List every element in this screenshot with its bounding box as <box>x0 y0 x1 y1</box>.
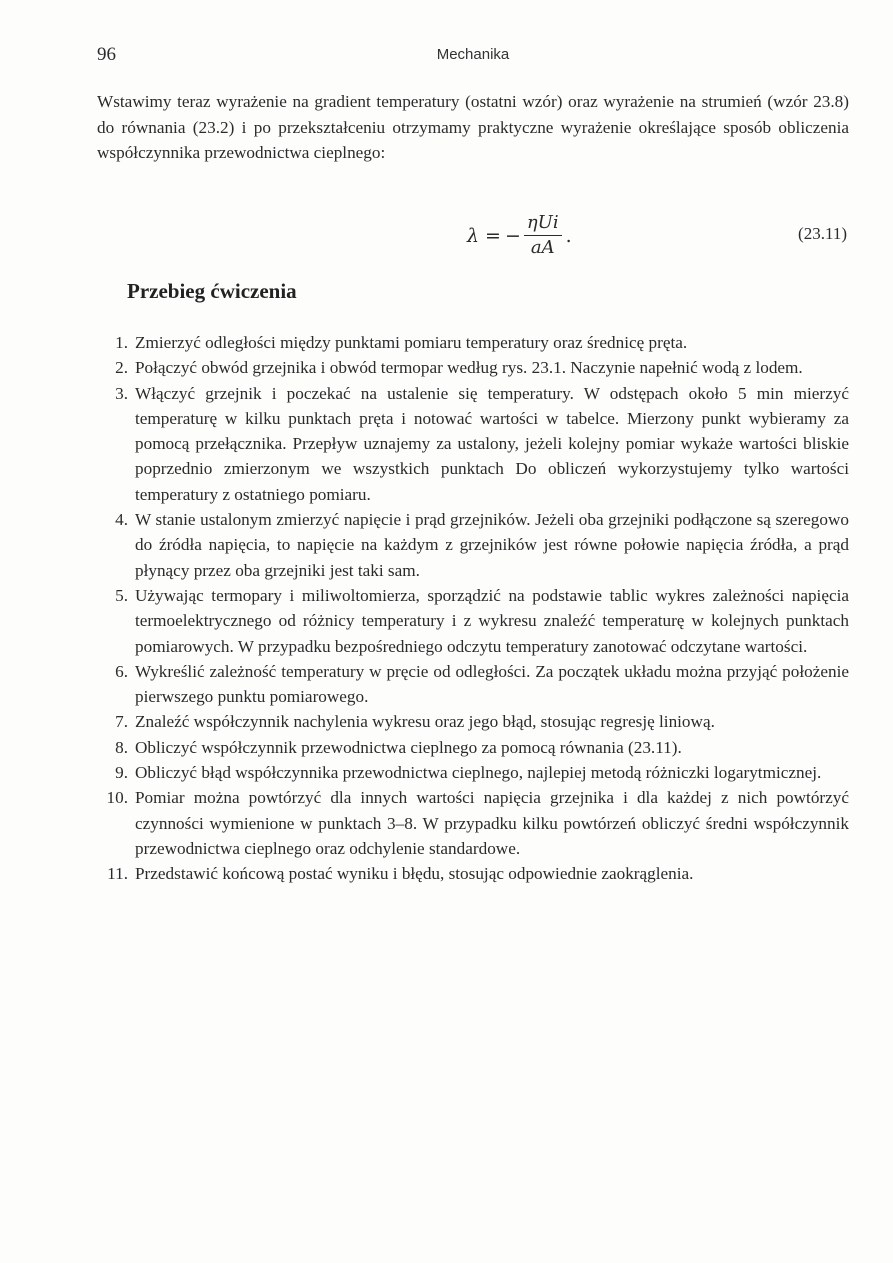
step-text: Wykreślić zależność temperatury w pręcie od odległości. Za początek układu można przyjąć położenie pierwszego punktu pomiarowego. <box>135 661 849 707</box>
equation-number: (23.11) <box>798 224 847 243</box>
list-item <box>97 735 849 760</box>
step-text: W stanie ustalonym zmierzyć napięcie i prąd grzejników. Jeżeli oba grzejniki podłączone są szeregowo do źródła napięcia, to napięcie na każdym z grzejników jest równe połowie napięcia źródła, a prąd płynący przez oba grzejniki jest taki sam. <box>135 510 849 580</box>
step-number: 1. <box>115 333 128 352</box>
list-item <box>97 507 849 583</box>
equation-trailing-dot: . <box>565 224 572 247</box>
page-header <box>97 44 849 70</box>
step-number: 10. <box>106 788 128 808</box>
step-text: Włączyć grzejnik i poczekać na ustalenie się temperatury. W odstępach około 5 min mierzyć temperaturę w kilku punktach pręta i notować wartości w tabelce. Mierzony punkt wybieramy za pomocą przełącznika. Przepływ uznajemy za ustalony, jeżeli kolejny pomiar wykaże wartości bliskie poprzednio zmierzonym we wszystkich punktach Do obliczeń wykorzystujemy tylko wartości temperatury z ostatniego pomiaru. <box>135 383 849 504</box>
step-text: Obliczyć współczynnik przewodnictwa cieplnego za pomocą równania (23.11). <box>135 737 682 757</box>
list-item <box>97 330 849 355</box>
step-text: Znaleźć współczynnik nachylenia wykresu oraz jego błąd, stosując regresję liniową. <box>135 712 715 732</box>
list-item <box>97 583 849 659</box>
step-number: 3. <box>115 383 128 403</box>
step-number: 7. <box>115 712 128 732</box>
list-item <box>97 709 849 734</box>
step-text: Obliczyć błąd współczynnika przewodnictwa cieplnego, najlepiej metodą różniczki logarytmicznej. <box>135 763 822 783</box>
step-number: 5. <box>115 585 128 605</box>
equation-numerator: ηUi <box>524 212 562 236</box>
equation-fraction <box>524 212 562 259</box>
step-text: Połączyć obwód grzejnika i obwód termopar według rys. 23.1. Naczynie napełnić wodą z lodem. <box>135 358 803 378</box>
equation-minus: − <box>504 224 521 247</box>
step-number: 9. <box>115 763 128 783</box>
list-item <box>97 355 849 380</box>
equation-23-11 <box>97 206 849 266</box>
equation-lhs: λ <box>467 224 480 247</box>
section-heading: Przebieg ćwiczenia <box>127 279 297 303</box>
list-item <box>97 760 849 785</box>
list-item <box>97 861 849 886</box>
procedure-steps-list <box>97 330 849 887</box>
step-text: Używając termopary i miliwoltomierza, sporządzić na podstawie tablic wykres zależności napięcia termoelektrycznego od różnicy temperatury i z wykresu znaleźć temperaturę w kolejnych punktach pomiarowych. W przypadku bezpośredniego odczytu temperatury zanotować odczytane wartości. <box>135 585 849 656</box>
list-item <box>97 381 849 507</box>
equation-denominator: aA <box>530 237 555 258</box>
step-number: 6. <box>115 661 128 681</box>
step-number: 4. <box>115 510 128 530</box>
list-item <box>97 785 849 861</box>
page-number: 96 <box>97 44 116 65</box>
step-number: 11. <box>107 864 128 884</box>
intro-paragraph: Wstawimy teraz wyrażenie na gradient temperatury (ostatni wzór) oraz wyrażenie na strumień (wzór 23.8) do równania (23.2) i po przekształceniu otrzymamy praktyczne wyrażenie określające sposób obliczenia współczynnika przewodnictwa cieplnego: <box>97 92 849 162</box>
running-title: Mechanika <box>436 46 510 63</box>
step-number: 2. <box>115 358 128 378</box>
equation-formula <box>467 212 572 259</box>
list-item <box>97 659 849 710</box>
step-text: Pomiar można powtórzyć dla innych wartości napięcia grzejnika i dla każdej z nich powtórzyć czynności wymienione w punktach 3–8. W przypadku kilku powtórzeń obliczyć średni współczynnik przewodnictwa cieplnego oraz odchylenie standardowe. <box>135 788 849 858</box>
step-number: 8. <box>115 737 128 757</box>
equation-equals: = <box>485 224 501 247</box>
step-text: Przedstawić końcową postać wyniku i błędu, stosując odpowiednie zaokrąglenia. <box>135 864 694 884</box>
step-text: Zmierzyć odległości między punktami pomiaru temperatury oraz średnicę pręta. <box>135 333 688 352</box>
